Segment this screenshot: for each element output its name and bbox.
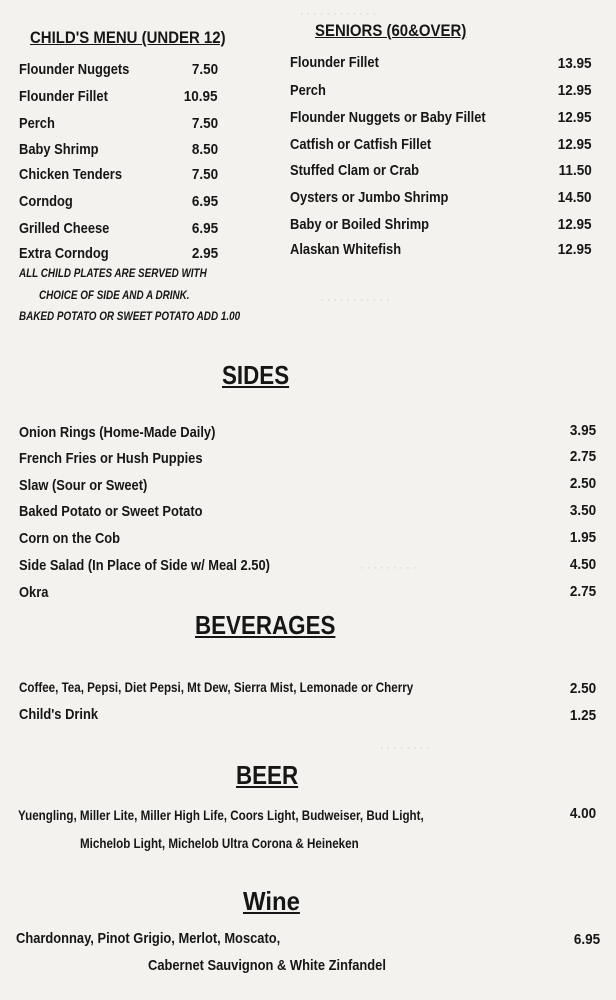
menu-item-name: Baked Potato or Sweet Potato xyxy=(19,503,203,520)
menu-item-price: 8.50 xyxy=(191,141,218,158)
menu-item-price: 3.50 xyxy=(569,502,596,519)
beer-heading: BEER xyxy=(236,760,299,790)
beer-price: 4.00 xyxy=(569,805,596,822)
menu-item-name: Perch xyxy=(19,115,55,132)
menu-item-name: Okra xyxy=(19,584,49,601)
childs-menu-note: BAKED POTATO OR SWEET POTATO ADD 1.00 xyxy=(19,311,241,323)
menu-item-name: French Fries or Hush Puppies xyxy=(19,450,203,467)
menu-item-name: Child's Drink xyxy=(19,706,99,723)
menu-item-price: 3.95 xyxy=(569,422,596,439)
menu-item-price: 4.50 xyxy=(569,556,596,573)
menu-item-price: 10.95 xyxy=(184,88,218,105)
seniors-heading: SENIORS (60&OVER) xyxy=(315,21,467,40)
menu-item-name: Flounder Nuggets xyxy=(19,61,130,78)
menu-item-price: 1.25 xyxy=(569,707,596,724)
menu-item-price: 12.95 xyxy=(558,136,592,153)
menu-item-name: Chicken Tenders xyxy=(19,166,122,183)
menu-item-price: 12.95 xyxy=(558,241,592,258)
menu-item-name: Oysters or Jumbo Shrimp xyxy=(290,189,449,206)
wine-price: 6.95 xyxy=(573,931,600,948)
menu-item-name: Side Salad (In Place of Side w/ Meal 2.50) xyxy=(19,557,270,574)
menu-item-price: 6.95 xyxy=(191,193,218,210)
menu-item-price: 2.75 xyxy=(569,448,596,465)
menu-item-price: 6.95 xyxy=(191,220,218,237)
menu-item-price: 12.95 xyxy=(558,82,592,99)
menu-item-name: Perch xyxy=(290,82,326,99)
menu-item-name: Corn on the Cob xyxy=(19,530,121,547)
menu-item-price: 11.50 xyxy=(558,162,592,179)
menu-item-price: 2.50 xyxy=(569,680,596,697)
menu-item-name: Flounder Fillet xyxy=(19,88,108,105)
wine-heading: Wine xyxy=(243,886,300,916)
menu-item-name: Onion Rings (Home-Made Daily) xyxy=(19,424,216,441)
wine-list-line: Cabernet Sauvignon & White Zinfandel xyxy=(148,957,386,974)
bleed-through-text: · · · · · · · · · · · xyxy=(320,292,390,306)
menu-item-name: Flounder Fillet xyxy=(290,54,379,71)
menu-item-price: 7.50 xyxy=(191,166,218,183)
menu-item-name: Coffee, Tea, Pepsi, Diet Pepsi, Mt Dew, Sierra Mist, Lemonade or Cherry xyxy=(19,680,414,695)
menu-item-price: 14.50 xyxy=(558,189,592,206)
menu-item-name: Slaw (Sour or Sweet) xyxy=(19,477,148,494)
menu-item-price: 2.75 xyxy=(569,583,596,600)
menu-item-name: Corndog xyxy=(19,193,73,210)
wine-list-line: Chardonnay, Pinot Grigio, Merlot, Moscato, xyxy=(16,930,281,947)
menu-item-price: 7.50 xyxy=(191,115,218,132)
menu-item-name: Extra Corndog xyxy=(19,245,109,262)
bleed-through-text: · · · · · · · · · · · · xyxy=(300,6,377,20)
menu-item-price: 13.95 xyxy=(558,55,592,72)
menu-item-price: 2.95 xyxy=(191,245,218,262)
sides-heading: SIDES xyxy=(222,360,290,390)
beverages-heading: BEVERAGES xyxy=(195,610,336,640)
menu-item-price: 7.50 xyxy=(191,61,218,78)
menu-item-price: 12.95 xyxy=(558,109,592,126)
menu-item-price: 2.50 xyxy=(569,475,596,492)
menu-item-name: Alaskan Whitefish xyxy=(290,241,402,258)
menu-item-name: Stuffed Clam or Crab xyxy=(290,162,420,179)
beer-list-line: Yuengling, Miller Lite, Miller High Life, Coors Light, Budweiser, Bud Light, xyxy=(18,808,424,823)
menu-item-price: 1.95 xyxy=(569,529,596,546)
bleed-through-text: · · · · · · · · xyxy=(380,740,430,754)
menu-item-name: Catfish or Catfish Fillet xyxy=(290,136,432,153)
beer-list-line: Michelob Light, Michelob Ultra Corona & Heineken xyxy=(80,836,359,851)
childs-menu-note: ALL CHILD PLATES ARE SERVED WITH xyxy=(19,268,207,280)
menu-item-name: Grilled Cheese xyxy=(19,220,110,237)
menu-item-name: Baby Shrimp xyxy=(19,141,99,158)
menu-item-name: Baby or Boiled Shrimp xyxy=(290,216,430,233)
childs-menu-note: CHOICE OF SIDE AND A DRINK. xyxy=(39,290,190,302)
childs-menu-heading: CHILD'S MENU (UNDER 12) xyxy=(30,28,226,47)
bleed-through-text: · · · · · · · · · xyxy=(360,560,417,574)
menu-item-price: 12.95 xyxy=(558,216,592,233)
menu-item-name: Flounder Nuggets or Baby Fillet xyxy=(290,109,486,126)
